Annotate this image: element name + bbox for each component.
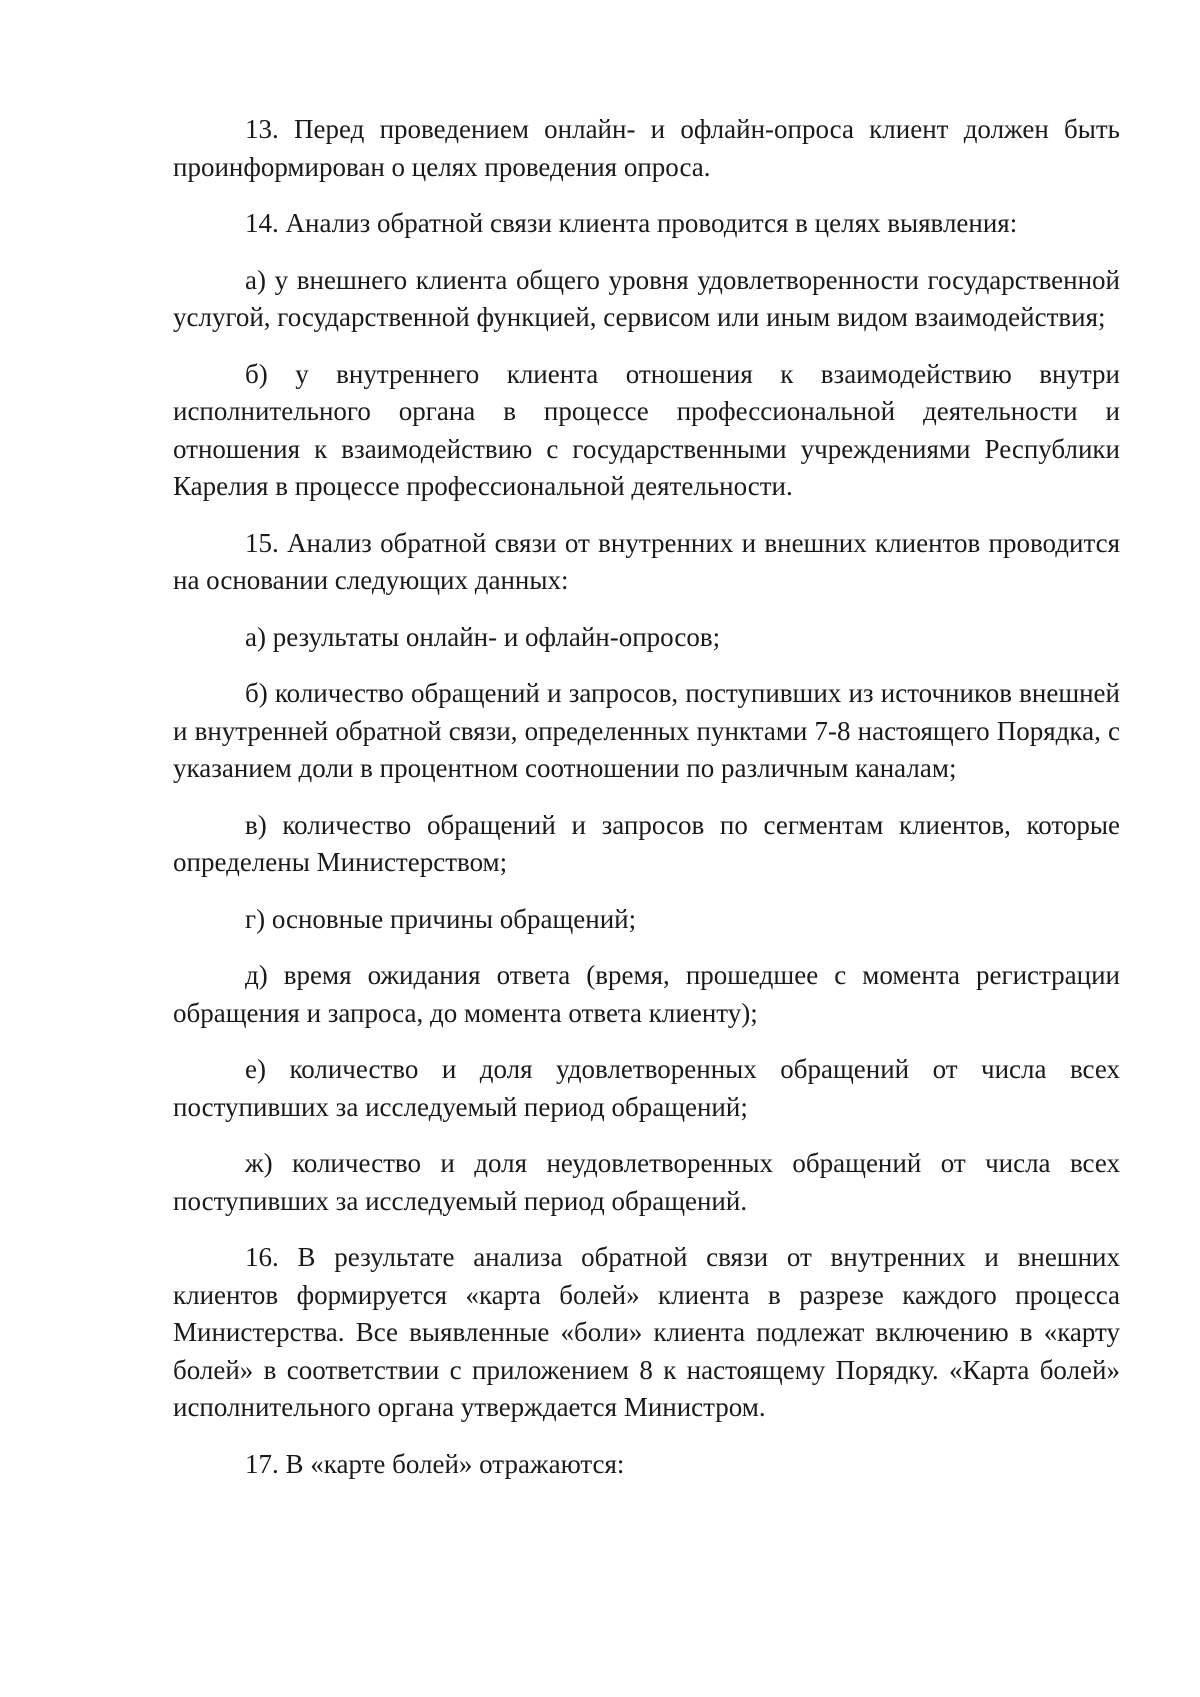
paragraph-15-a: а) результаты онлайн- и офлайн-опросов;	[245, 621, 721, 652]
paragraph-13: 13. Перед проведением онлайн- и офлайн-опроса клиент должен быть проинформирован о целях проведения опроса.	[173, 114, 1120, 182]
paragraph-14: 14. Анализ обратной связи клиента проводится в целях выявления:	[245, 208, 1018, 238]
paragraph-17: 17. В «карте болей» отражаются:	[245, 1448, 625, 1479]
paragraph-14-b: б) у внутреннего клиента отношения к взаимодействию внутри исполнительного органа в процессе профессиональной деятельности и отношения к взаимодействию с государственными учреждениями Республики Карелия в процессе профессиональной деятельности.	[173, 358, 1120, 501]
document-body	[173, 111, 1120, 1483]
paragraph-15-zh: ж) количество и доля неудовлетворенных обращений от числа всех поступивших за исследуемый период обращений.	[173, 1148, 1120, 1216]
paragraph-15-v: в) количество обращений и запросов по сегментам клиентов, которые определены Министерством;	[173, 809, 1120, 877]
paragraph-15-e: е) количество и доля удовлетворенных обращений от числа всех поступивших за исследуемый период обращений;	[173, 1054, 1120, 1122]
paragraph-16: 16. В результате анализа обратной связи от внутренних и внешних клиентов формируется «карта болей» клиента в разрезе каждого процесса Министерства. Все выявленные «боли» клиента подлежат включению в «карту болей» в соответствии с приложением 8 к настоящему Порядку. «Карта болей» исполнительного органа утверждается Министром.	[173, 1242, 1120, 1422]
paragraph-14-a: а) у внешнего клиента общего уровня удовлетворенности государственной услугой, государственной функцией, сервисом или иным видом взаимодействия;	[173, 264, 1120, 332]
paragraph-15-g: г) основные причины обращений;	[245, 903, 637, 934]
paragraph-15-d: д) время ожидания ответа (время, прошедшее с момента регистрации обращения и запроса, до момента ответа клиенту);	[173, 960, 1120, 1028]
paragraph-15: 15. Анализ обратной связи от внутренних и внешних клиентов проводится на основании следующих данных:	[173, 527, 1120, 595]
paragraph-15-b: б) количество обращений и запросов, поступивших из источников внешней и внутренней обратной связи, определенных пунктами 7-8 настоящего Порядка, с указанием доли в процентном соотношении по различным каналам;	[173, 678, 1120, 783]
